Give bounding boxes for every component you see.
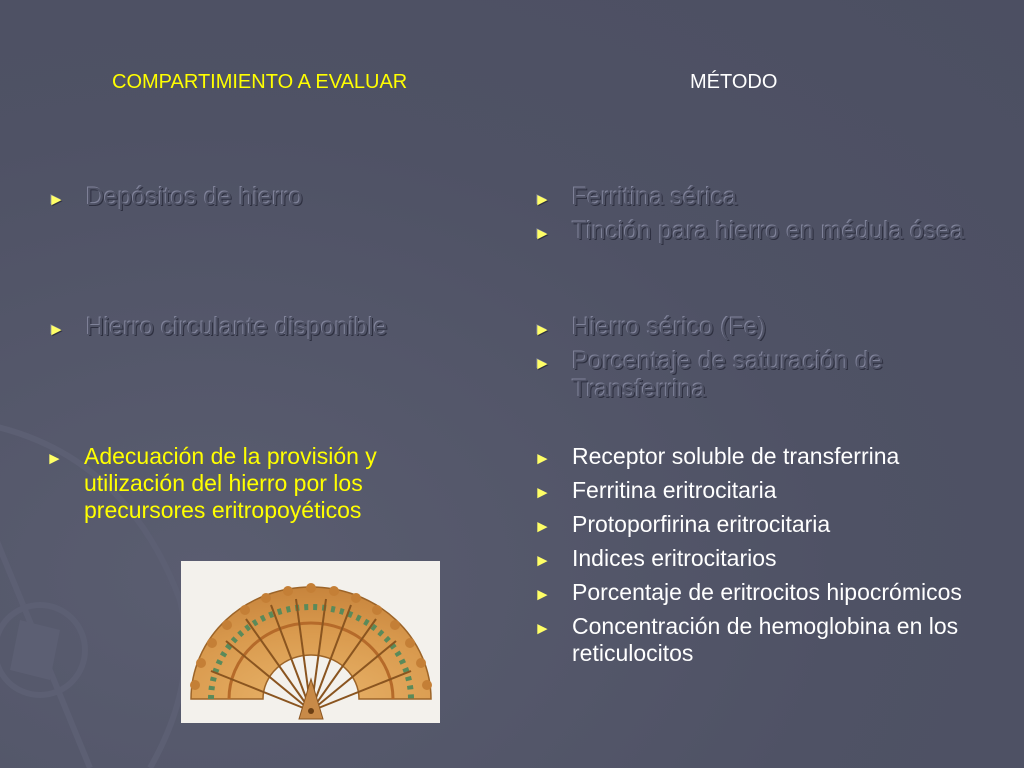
method-item [534, 545, 984, 572]
hand-fan-picture [181, 561, 440, 723]
method-label: Hierro sérico (Fe) [572, 313, 767, 341]
compartment-label: Depósitos de hierro [86, 183, 303, 211]
triangle-right-icon: ► [534, 449, 551, 468]
compartment-item [46, 443, 466, 524]
compartment-label: Adecuación de la provisión y utilización del hierro por los precursores eritropoyéticos [84, 443, 377, 523]
method-item [534, 511, 984, 538]
method-item [534, 217, 974, 245]
triangle-right-icon: ► [534, 585, 551, 604]
method-item [534, 613, 984, 667]
compartment-list-1 [48, 183, 478, 211]
triangle-right-icon: ► [534, 551, 551, 570]
compartment-list-2 [48, 313, 478, 341]
compartment-label: Hierro circulante disponible [86, 313, 388, 341]
column-header-compartment: COMPARTIMIENTO A EVALUAR [112, 71, 408, 93]
compartment-item [48, 313, 478, 341]
triangle-right-icon: ► [48, 190, 65, 209]
method-label: Concentración de hemoglobina en los reticulocitos [572, 613, 959, 666]
method-label: Porcentaje de saturación de Transferrina [572, 347, 884, 403]
method-item [534, 579, 984, 606]
triangle-right-icon: ► [48, 320, 65, 339]
method-list-2 [534, 313, 974, 409]
triangle-right-icon: ► [534, 517, 551, 536]
method-item [534, 443, 984, 470]
compartment-item [48, 183, 478, 211]
triangle-right-icon: ► [534, 354, 551, 373]
triangle-right-icon: ► [534, 483, 551, 502]
method-label: Tinción para hierro en médula ósea [572, 217, 965, 245]
triangle-right-icon: ► [534, 619, 551, 638]
method-list-3 [534, 443, 984, 674]
triangle-right-icon: ► [534, 224, 551, 243]
method-label: Protoporfirina eritrocitaria [572, 511, 831, 537]
compartment-list-3 [46, 443, 466, 524]
method-label: Ferritina eritrocitaria [572, 477, 777, 503]
fan-illustration [181, 561, 440, 723]
triangle-right-icon: ► [534, 320, 551, 339]
method-item [534, 347, 974, 403]
method-label: Ferritina sérica [572, 183, 738, 211]
method-item [534, 477, 984, 504]
method-list-1 [534, 183, 974, 251]
triangle-right-icon: ► [534, 190, 551, 209]
method-item [534, 313, 974, 341]
method-label: Indices eritrocitarios [572, 545, 777, 571]
method-label: Receptor soluble de transferrina [572, 443, 900, 469]
column-header-method: MÉTODO [690, 71, 778, 93]
method-label: Porcentaje de eritrocitos hipocrómicos [572, 579, 962, 605]
method-item [534, 183, 974, 211]
triangle-right-icon: ► [46, 449, 63, 468]
